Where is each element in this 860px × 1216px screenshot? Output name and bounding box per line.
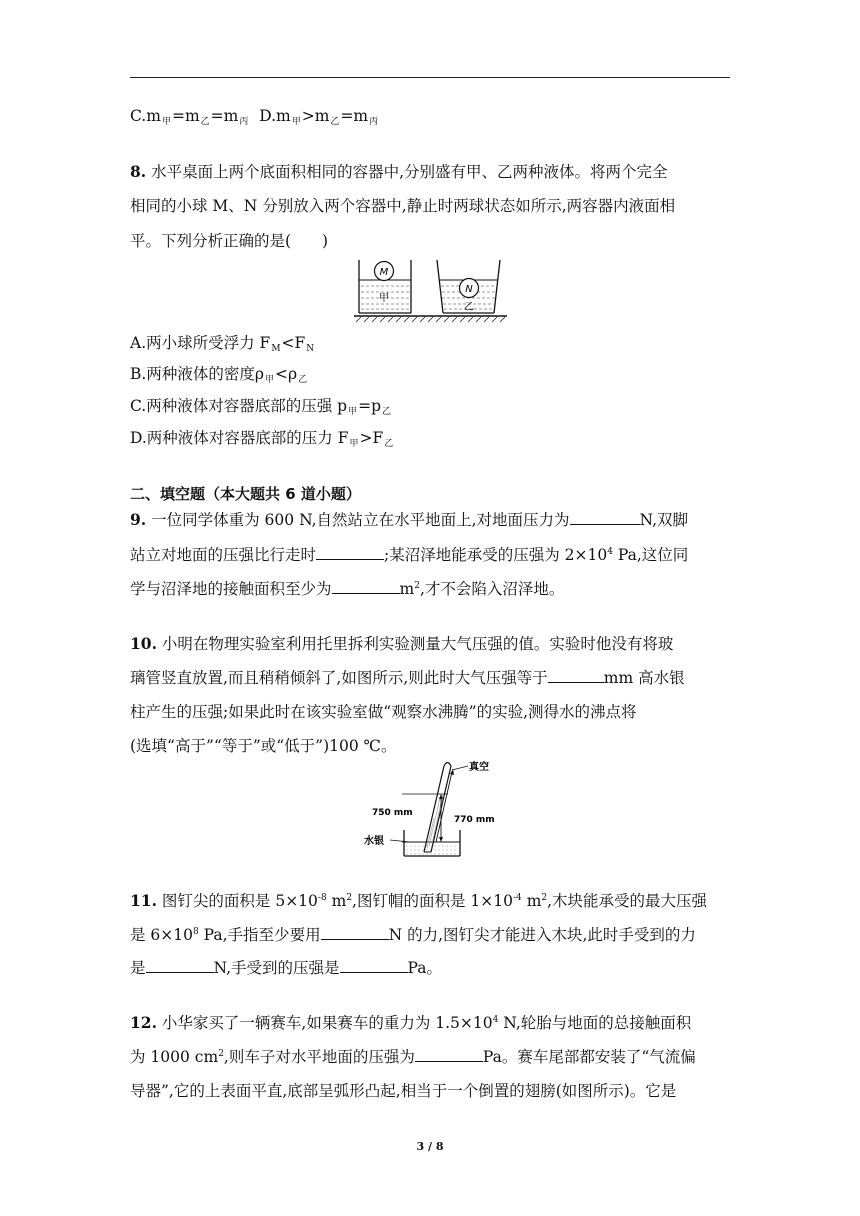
q8-option-a: A.两小球所受浮力 FM<FN [130, 334, 315, 354]
q8-line3: 平。下列分析正确的是( ) [130, 232, 329, 250]
q9-line2: 站立对地面的压强比行走时 ;某沼泽地能承受的压强为 $2\times 10^4$ Pa,这位同 [130, 546, 689, 564]
q8-option-d: D.两种液体对容器底部的压力 F甲>F乙 [130, 429, 394, 449]
q10-line3: 柱产生的压强;如果此时在该实验室做“观察水沸腾”的实验,测得水的沸点将 [130, 703, 637, 721]
height-770-label: 770 mm [454, 815, 495, 825]
q8-line2: 相同的小球 M、N 分别放入两个容器中,静止时两球状态如所示,两容器内液面相 [130, 197, 676, 215]
section-title: 二、填空题（本大题共 6 道小题） [130, 485, 361, 503]
q11-line3: 是 N,手受到的压强是 Pa。 [130, 959, 442, 977]
q10-line4: (选填“高于”“等于”或“低于”)100 ℃。 [130, 737, 397, 755]
q12-line1: 12. 小华家买了一辆赛车,如果赛车的重力为 $1.5\times 10^4$ N,轮胎与地面的总接触面积 [130, 1013, 692, 1032]
vacuum-label: 真空 [469, 762, 489, 773]
ball-m-label: M [379, 267, 389, 278]
height-750-label: 750 mm [372, 808, 413, 818]
q7-options: C.m甲=m乙=m丙 D.m甲>m乙=m丙 [130, 107, 379, 127]
q9-line3: 学与沼泽地的接触面积至少为 $m^2$,才不会陷入沼泽地。 [130, 580, 565, 598]
q12-line2: 为 1000 $cm^2$,则车子对水平地面的压强为 Pa。赛车尾部都安装了“气流偏 [130, 1048, 696, 1066]
q8-line1: 8. 水平桌面上两个底面积相同的容器中,分别盛有甲、乙两种液体。将两个完全 [130, 162, 668, 181]
ball-n-label: N [465, 284, 473, 295]
q8-containers-figure [352, 256, 510, 326]
header-rule [130, 77, 730, 78]
q11-line1: 11. 图钉尖的面积是 $5\times 10^{-8}$ $m^2$,图钉帽的面积是 $1\times 10^{-4}$ $m^2$,木块能承受的最大压强 [130, 891, 708, 910]
q11-line2: 是 $6\times 10^8$ Pa,手指至少要用 N 的力,图钉尖才能进入木块,此时手受到的力 [130, 926, 696, 944]
q8-option-b: B.两种液体的密度ρ甲<ρ乙 [130, 365, 308, 385]
q10-line2: 璃管竖直放置,而且稍稍倾斜了,如图所示,则此时大气压强等于 mm 高水银 [130, 669, 685, 687]
q10-line1: 10. 小明在物理实验室利用托里拆利实验测量大气压强的值。实验时他没有将玻 [130, 634, 674, 653]
q8-option-c: C.两种液体对容器底部的压强 p甲=p乙 [130, 397, 392, 417]
page-number: 3 / 8 [416, 1140, 444, 1153]
torricelli-figure [364, 758, 504, 862]
q12-line3: 导器”,它的上表面平直,底部呈弧形凸起,相当于一个倒置的翅膀(如图所示)。它是 [130, 1082, 677, 1100]
liquid-jia-label: 甲 [379, 293, 389, 304]
q9-line1: 9. 一位同学体重为 600 N,自然站立在水平地面上,对地面压力为 N,双脚 [130, 510, 688, 529]
mercury-label: 水银 [364, 836, 384, 847]
liquid-yi-label: 乙 [464, 302, 474, 313]
